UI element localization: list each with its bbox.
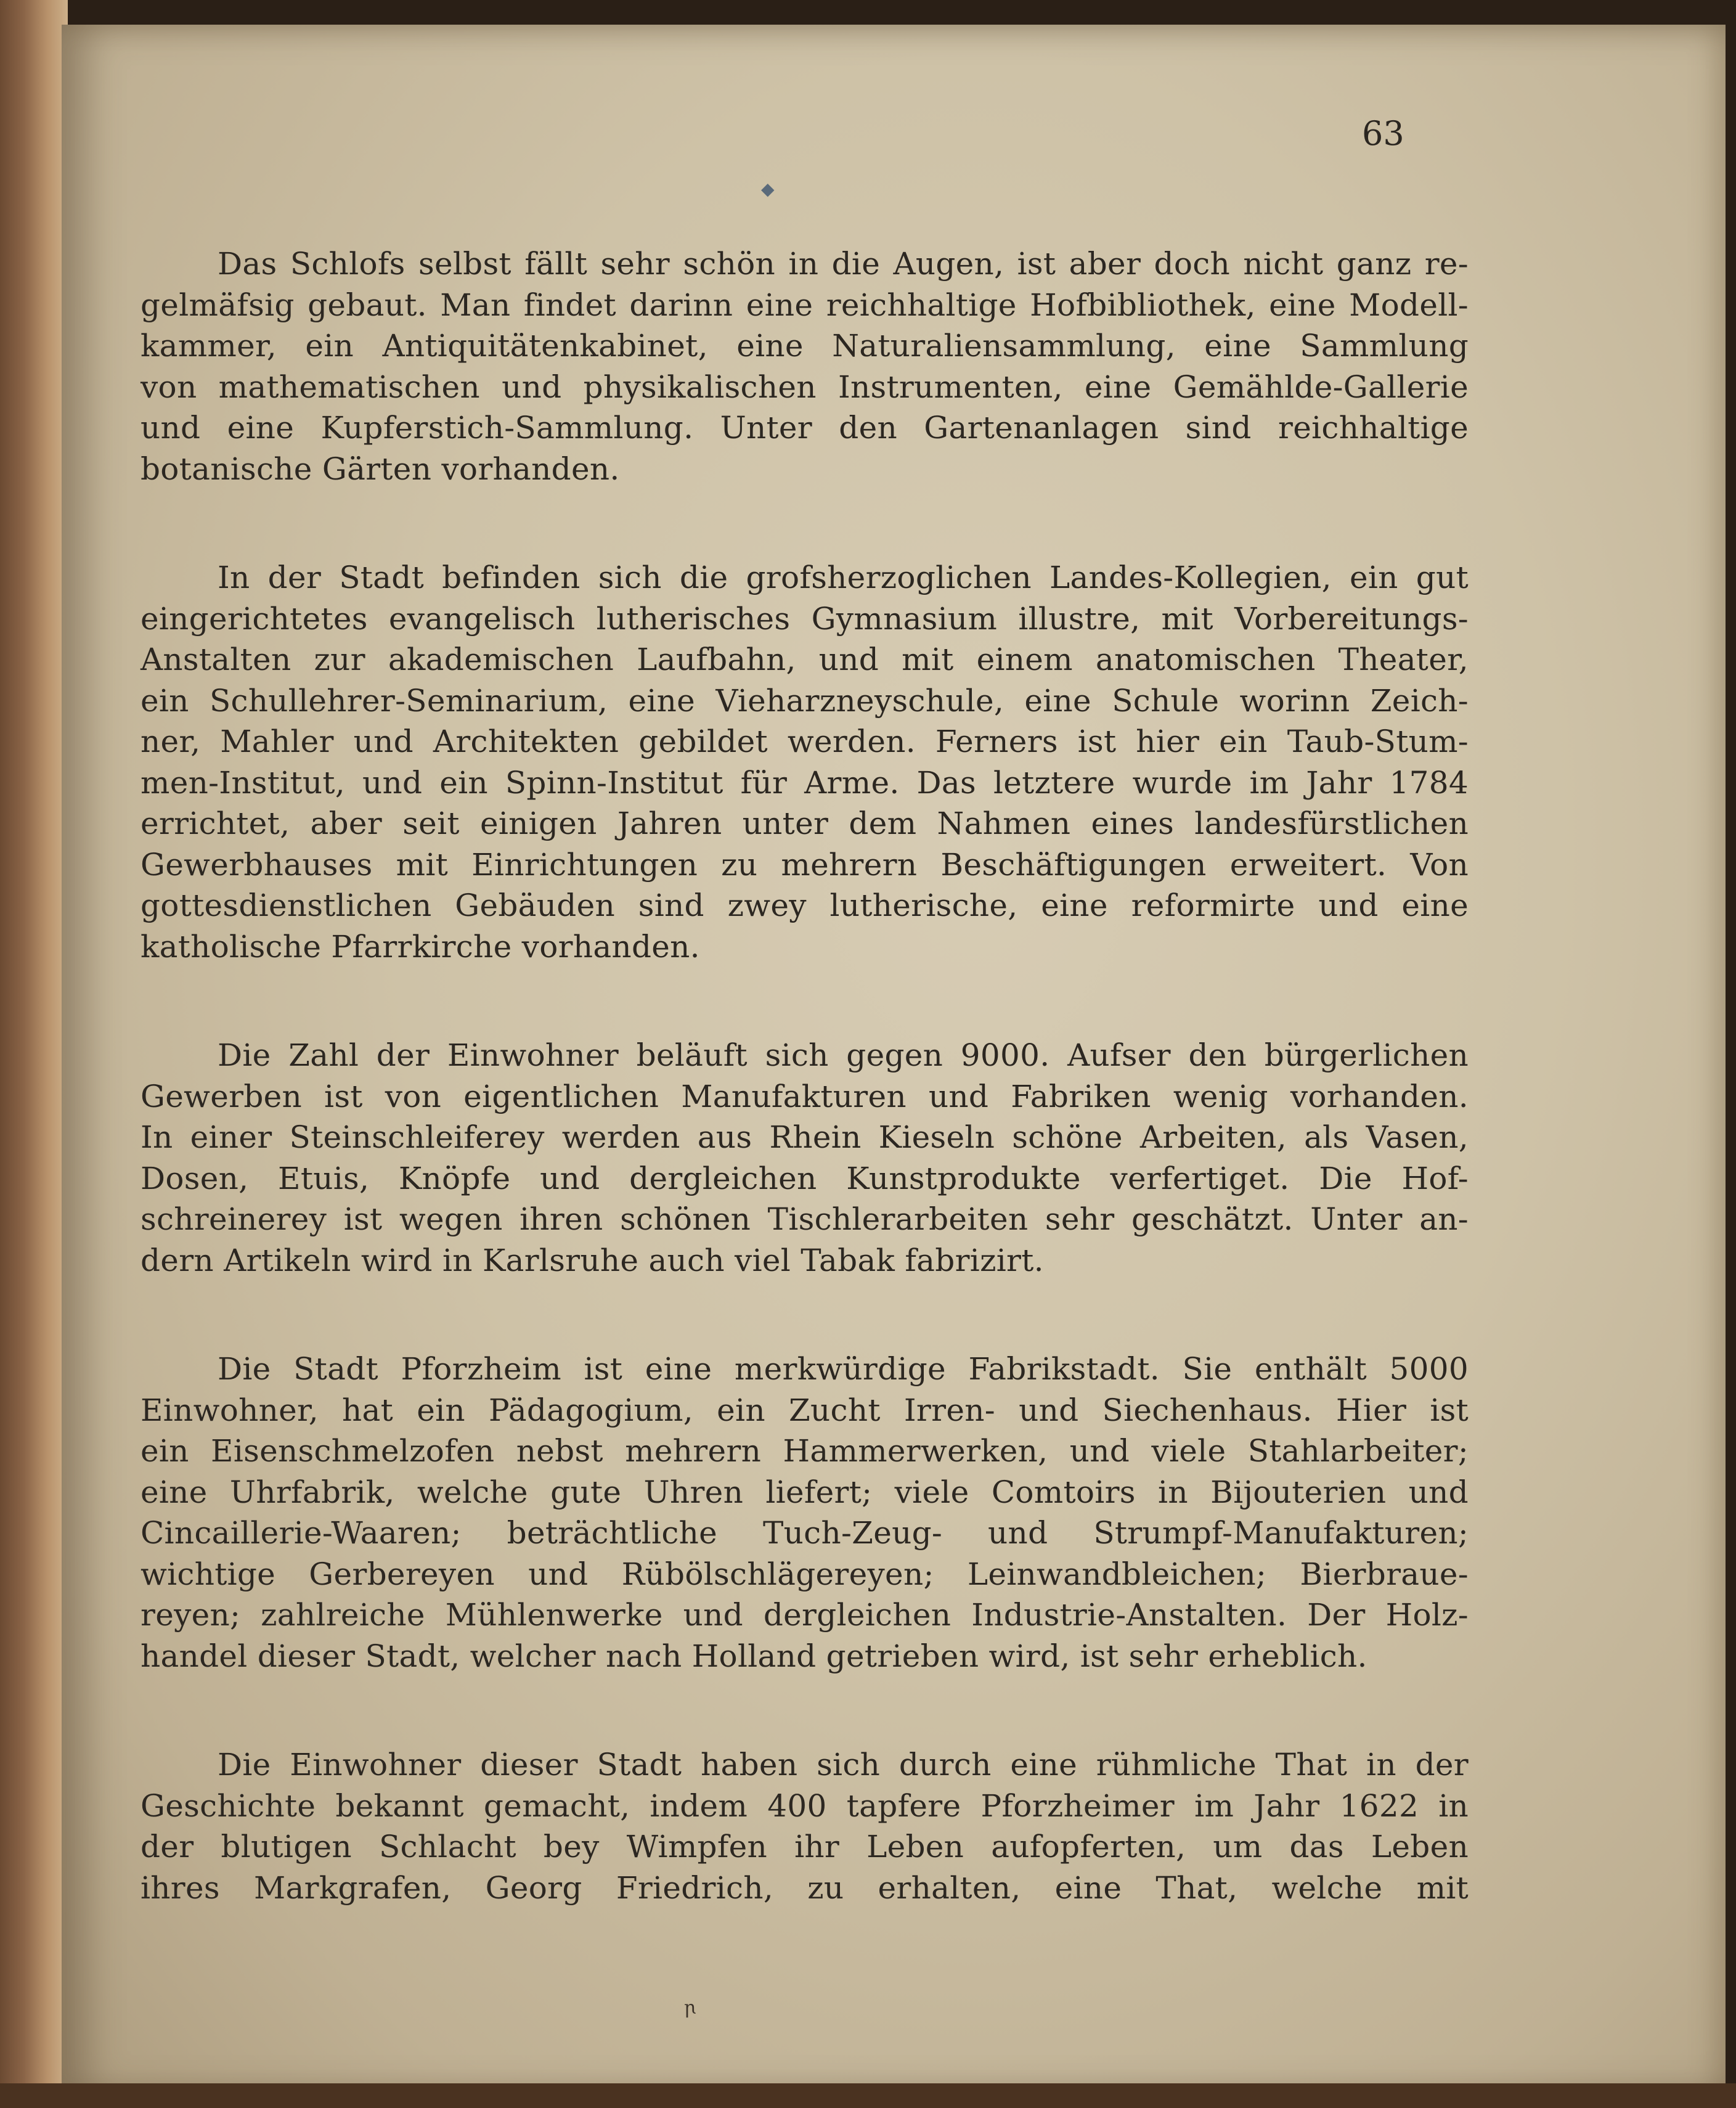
text-line: Das Schlofs selbst fällt sehr schön in die Augen, ist aber doch nicht ganz re- (218, 246, 1469, 282)
text-line: botanische Gärten vorhanden. (141, 451, 620, 487)
text-line: In der Stadt befinden sich die grofsherzoglichen Landes-Kollegien, ein gut (218, 560, 1469, 595)
text-line: men-Institut, und ein Spinn-Institut für Arme. Das letztere wurde im Jahr 1784 (141, 764, 1469, 801)
paragraph-einwohner (141, 1035, 1469, 1281)
text-line: dern Artikeln wird in Karlsruhe auch viel Tabak fabrizirt. (141, 1242, 1044, 1278)
ink-mark-bottom: ꞃ (684, 1997, 696, 2019)
text-line: In einer Steinschleiferey werden aus Rhein Kieseln schöne Arbeiten, als Vasen, (141, 1119, 1469, 1155)
text-line: Anstalten zur akademischen Laufbahn, und mit einem anatomischen Theater, (141, 642, 1469, 677)
paragraph-schloss (141, 243, 1469, 489)
text-line: Die Zahl der Einwohner beläuft sich gegen 9000. Aufser den bürgerlichen (218, 1037, 1469, 1073)
text-line: Die Einwohner dieser Stadt haben sich durch eine rühmliche That in der (218, 1747, 1469, 1783)
text-line: gelmäfsig gebaut. Man findet darinn eine reichhaltige Hofbibliothek, eine Modell- (141, 287, 1469, 323)
text-line: eingerichtetes evangelisch lutherisches Gymnasium illustre, mit Vorbereitungs- (141, 600, 1469, 637)
book-spine (0, 0, 68, 2108)
text-line: der blutigen Schlacht bey Wimpfen ihr Leben aufopferten, um das Leben (141, 1829, 1469, 1865)
text-line: handel dieser Stadt, welcher nach Holland getrieben wird, ist sehr erheblich. (141, 1638, 1367, 1674)
ink-mark-top: ◆ (761, 179, 775, 199)
text-line: errichtet, aber seit einigen Jahren unter dem Nahmen eines landesfürstlichen (141, 806, 1469, 841)
text-line: Gewerben ist von eigentlichen Manufakturen und Fabriken wenig vorhanden. (141, 1078, 1469, 1114)
page-bottom-edge (0, 2083, 1736, 2108)
text-line: wichtige Gerbereyen und Rübölschlägereyen; Leinwandbleichen; Bierbraue- (141, 1556, 1469, 1592)
text-line: kammer, ein Antiquitätenkabinet, eine Naturaliensammlung, eine Sammlung (141, 328, 1469, 364)
text-line: Cincaillerie-Waaren; beträchtliche Tuch-Zeug- und Strumpf-Manufakturen; (141, 1515, 1469, 1551)
page-number: 63 (1362, 114, 1404, 153)
text-line: ein Eisenschmelzofen nebst mehrern Hammerwerken, und viele Stahlarbeiter; (141, 1433, 1469, 1469)
text-line: ner, Mahler und Architekten gebildet werden. Ferners ist hier ein Taub-Stum- (141, 724, 1469, 759)
text-line: Dosen, Etuis, Knöpfe und dergleichen Kunstprodukte verfertiget. Die Hof- (141, 1160, 1469, 1196)
paragraph-pforzheim (141, 1349, 1469, 1677)
text-line: gottesdienstlichen Gebäuden sind zwey lutherische, eine reformirte und eine (141, 888, 1469, 923)
text-line: schreinerey ist wegen ihren schönen Tischlerarbeiten sehr geschätzt. Unter an- (141, 1201, 1469, 1237)
text-line: Einwohner, hat ein Pädagogium, ein Zucht Irren- und Siechenhaus. Hier ist (141, 1392, 1469, 1428)
paragraph-stadt (141, 557, 1469, 967)
text-line: reyen; zahlreiche Mühlenwerke und dergleichen Industrie-Anstalten. Der Holz- (141, 1597, 1469, 1633)
text-line: ein Schullehrer-Seminarium, eine Vieharzneyschule, eine Schule worinn Zeich- (141, 682, 1469, 719)
text-line: katholische Pfarrkirche vorhanden. (141, 928, 700, 965)
text-line: ihres Markgrafen, Georg Friedrich, zu erhalten, eine That, welche mit (141, 1869, 1469, 1906)
text-line: von mathematischen und physikalischen Instrumenten, eine Gemählde-Gallerie (141, 369, 1469, 405)
text-line: Gewerbhauses mit Einrichtungen zu mehrern Beschäftigungen erweitert. Von (141, 846, 1469, 883)
body-text (141, 243, 1469, 1976)
text-line: und eine Kupferstich-Sammlung. Unter den Gartenanlagen sind reichhaltige (141, 410, 1469, 446)
text-line: Die Stadt Pforzheim ist eine merkwürdige Fabrikstadt. Sie enthält 5000 (218, 1351, 1469, 1387)
paragraph-geschichte (141, 1744, 1469, 1908)
text-line: eine Uhrfabrik, welche gute Uhren liefert; viele Comtoirs in Bijouterien und (141, 1474, 1469, 1510)
text-line: Geschichte bekannt gemacht, indem 400 tapfere Pforzheimer im Jahr 1622 in (141, 1787, 1469, 1824)
